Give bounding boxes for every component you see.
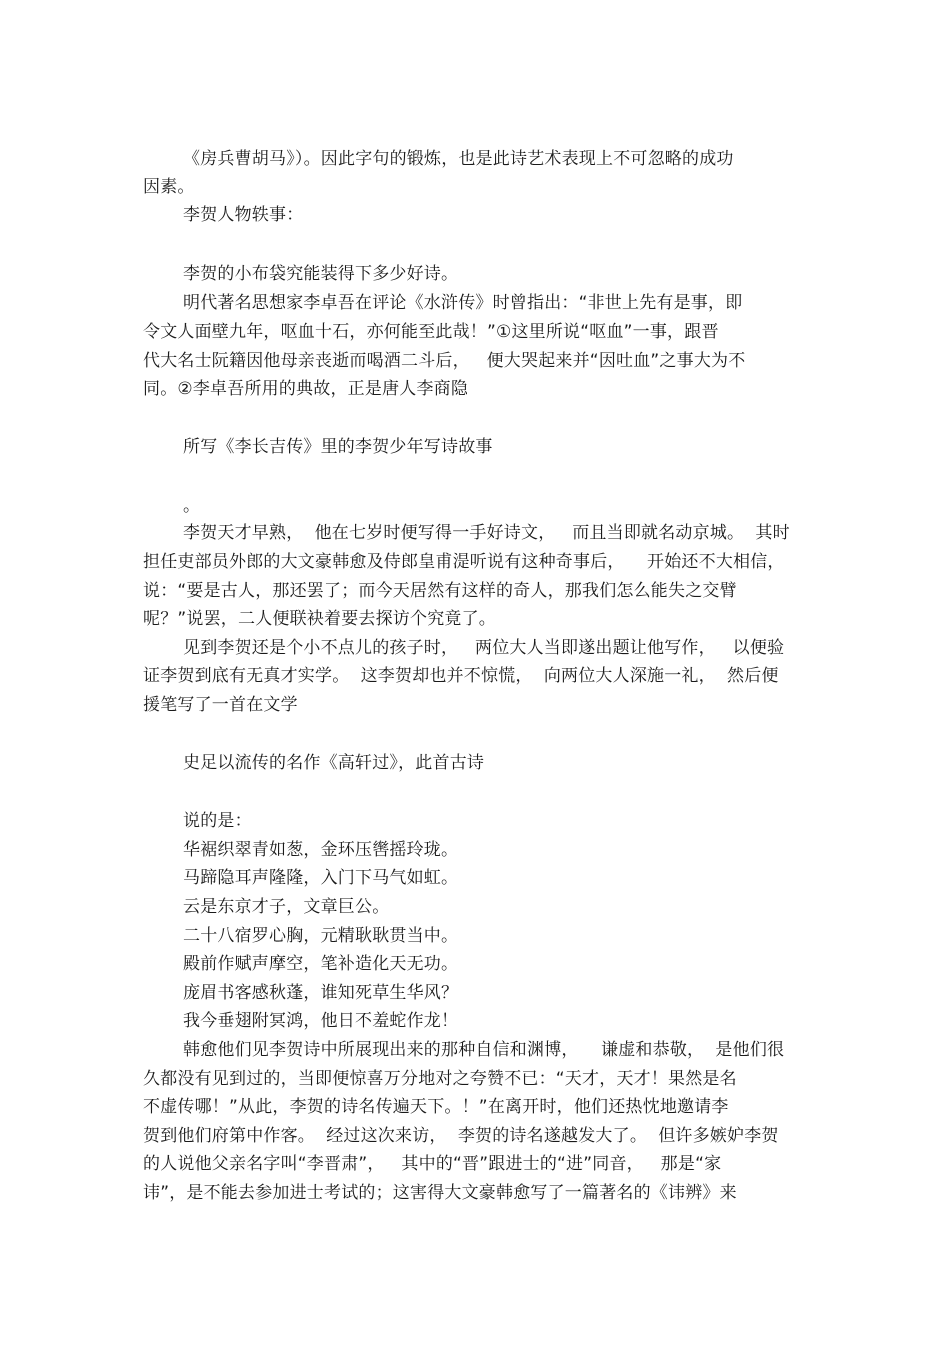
text-line: 所写《李长吉传》里的李贺少年写诗故事 (183, 437, 493, 457)
poem-line: 庞眉书客感秋蓬，谁知死草生华风？ (183, 983, 459, 1003)
text-line: 。 (183, 496, 201, 516)
text-line: 《房兵曹胡马》）。因此字句的锻炼，也是此诗艺术表现上不可忽略的成功 (183, 149, 734, 169)
poem-line: 云是东京才子，文章巨公。 (183, 897, 390, 917)
poem-line: 殿前作赋声摩空，笔补造化天无功。 (183, 954, 459, 974)
text-line: 证李贺到底有无真才实学。 这李贺却也并不惊慌， 向两位大人深施一礼， 然后便 (143, 666, 779, 686)
section-heading: 李贺人物轶事： (183, 205, 304, 225)
text-line: 援笔写了一首在文学 (143, 695, 298, 715)
text-line: 呢？”说罢，二人便联袂着要去探访个究竟了。 (143, 609, 497, 629)
text-line: 贺到他们府第中作客。 经过这次来访， 李贺的诗名遂越发大了。 但许多嫉妒李贺 (143, 1126, 779, 1146)
text-line: 因素。 (143, 177, 195, 197)
subheading: 李贺的小布袋究能装得下多少好诗。 (183, 264, 459, 284)
text-line: 说：“要是古人，那还罢了；而今天居然有这样的奇人，那我们怎么能失之交臂 (143, 581, 737, 601)
text-line: 的人说他父亲名字叫“李晋肃”， 其中的“晋”跟进士的“进”同音， 那是“家 (143, 1154, 722, 1174)
text-line: 久都没有见到过的，当即便惊喜万分地对之夸赞不已：“天才，天才！果然是名 (143, 1069, 737, 1089)
text-line: 见到李贺还是个小不点儿的孩子时， 两位大人当即遂出题让他写作， 以便验 (183, 638, 785, 658)
text-line: 讳”，是不能去参加进士考试的；这害得大文豪韩愈写了一篇著名的《讳辨》来 (143, 1183, 737, 1203)
text-line: 代大名士阮籍因他母亲丧逝而喝酒二斗后， 便大哭起来并“因吐血”之事大为不 (143, 351, 746, 371)
poem-line: 马蹄隐耳声隆隆，入门下马气如虹。 (183, 868, 459, 888)
text-line: 令文人面壁九年，呕血十石，亦何能至此哉！”①这里所说“呕血”一事，跟晋 (143, 322, 719, 342)
poem-line: 华裾织翠青如葱，金环压辔摇玲珑。 (183, 840, 459, 860)
text-line: 李贺天才早熟， 他在七岁时便写得一手好诗文， 而且当即就名动京城。 其时 (183, 523, 790, 543)
text-line: 担任吏部员外郎的大文豪韩愈及侍郎皇甫湜听说有这种奇事后， 开始还不大相信， (143, 552, 785, 572)
text-line: 明代著名思想家李卓吾在评论《水浒传》时曾指出：“非世上先有是事，即 (183, 293, 743, 313)
text-line: 史足以流传的名作《高轩过》，此首古诗 (183, 753, 485, 773)
poem-line: 二十八宿罗心胸，元精耿耿贯当中。 (183, 926, 459, 946)
poem-line: 我今垂翅附冥鸿，他日不羞蛇作龙！ (183, 1011, 459, 1031)
text-line: 韩愈他们见李贺诗中所展现出来的那种自信和渊博， 谦虚和恭敬， 是他们很 (183, 1040, 785, 1060)
text-line: 说的是： (183, 811, 252, 831)
text-line: 同。②李卓吾所用的典故，正是唐人李商隐 (143, 379, 469, 399)
text-line: 不虚传哪！”从此，李贺的诗名传遍天下。！”在离开时，他们还热忱地邀请李 (143, 1097, 729, 1117)
